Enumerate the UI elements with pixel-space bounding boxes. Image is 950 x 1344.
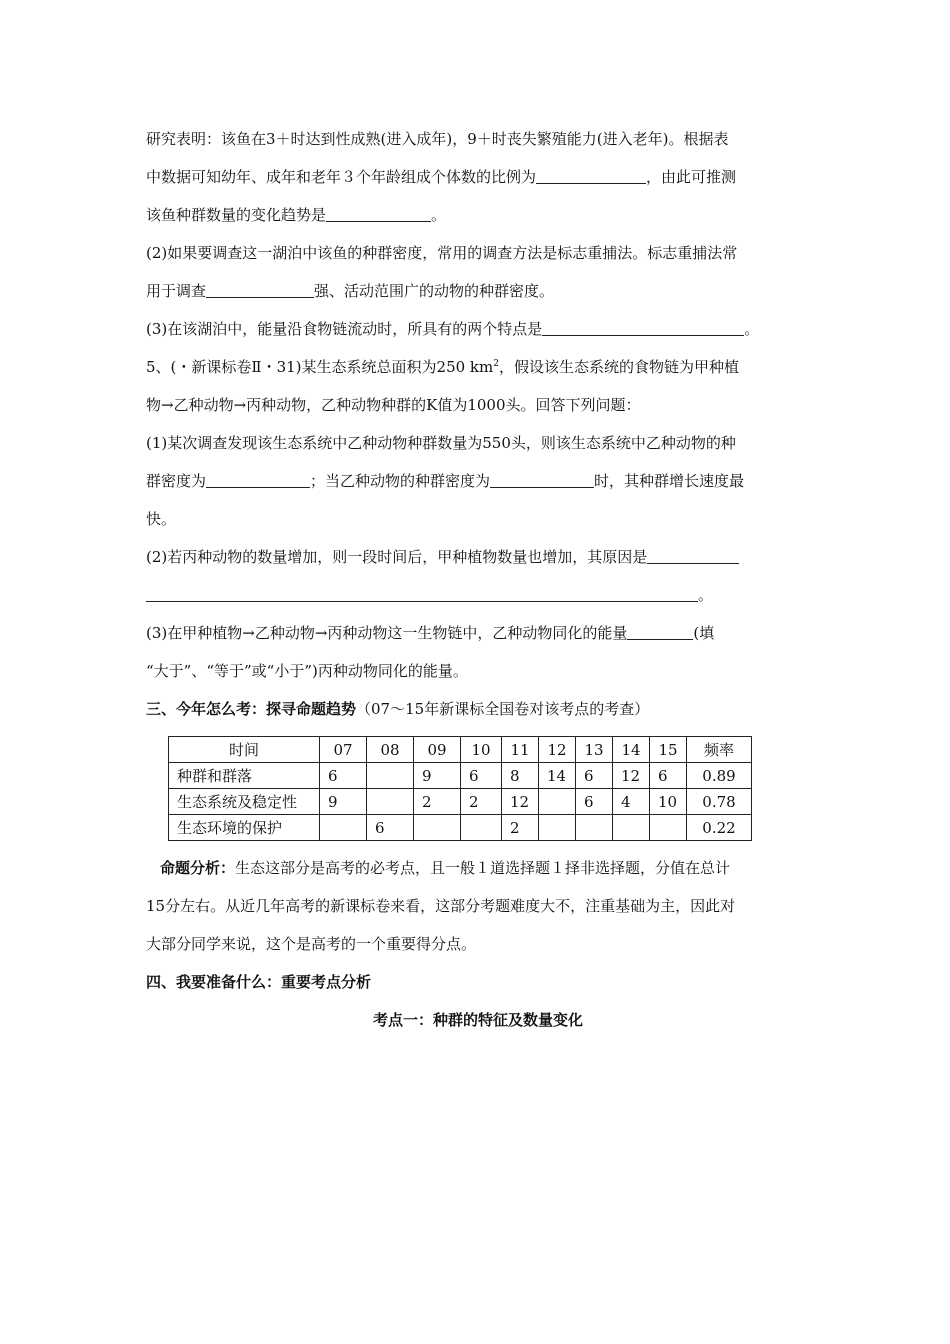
answer-blank[interactable] [206,279,314,298]
table-cell: 生态环境的保护 [169,815,320,841]
table-header-cell: 11 [502,737,539,763]
text-line: (2)若丙种动物的数量增加，则一段时间后，甲种植物数量也增加，其原因是 [146,538,810,576]
table-cell: 2 [461,789,502,815]
text-line: 研究表明：该鱼在3＋时达到性成熟(进入成年)，9＋时丧失繁殖能力(进入老年)。根据表 [146,130,729,148]
table-row [169,815,752,841]
table-cell: 0.22 [687,815,752,841]
text-line: 快。 [146,510,177,528]
table-cell: 2 [502,815,539,841]
table-header-cell: 10 [461,737,502,763]
text-line: 物→乙种动物→丙种动物，乙种动物种群的K值为1000头。回答下列问题： [146,396,641,414]
analysis-line: 15分左右。从近几年高考的新课标卷来看，这部分考题难度大不，注重基础为主，因此对 [146,897,736,915]
table-cell [539,789,576,815]
table-cell: 6 [576,763,613,789]
table-cell: 6 [461,763,502,789]
table-row [169,763,752,789]
table-cell [576,815,613,841]
answer-blank[interactable] [326,203,431,222]
text-line: 该鱼种群数量的变化趋势是 。 [146,196,810,234]
analysis-line: 大部分同学来说，这个是高考的一个重要得分点。 [146,935,477,953]
table-cell: 6 [650,763,687,789]
text-line: 中数据可知幼年、成年和老年３个年龄组成个体数的比例为 ，由此可推测 [146,158,810,196]
text-line: “大于”、“等于”或“小于”)丙种动物同化的能量。 [146,662,468,680]
table-header-cell: 时间 [169,737,320,763]
answer-blank[interactable] [647,545,739,564]
text-line: (1)某次调查发现该生态系统中乙种动物种群数量为550头，则该生态系统中乙种动物的种 [146,434,736,452]
table-header-cell: 13 [576,737,613,763]
table-header-cell: 09 [414,737,461,763]
table-header-cell: 14 [613,737,650,763]
table-cell: 14 [539,763,576,789]
table-cell: 12 [502,789,539,815]
section-heading: 四、我要准备什么：重要考点分析 [146,973,372,991]
table-header-cell: 15 [650,737,687,763]
table-cell: 9 [320,789,367,815]
table-cell [367,789,414,815]
kaodian-title: 考点一：种群的特征及数量变化 [372,1011,583,1029]
table-cell: 6 [320,763,367,789]
text-line: (3)在该湖泊中，能量沿食物链流动时，所具有的两个特点是 。 [146,310,810,348]
text-line: (2)如果要调查这一湖泊中该鱼的种群密度，常用的调查方法是标志重捕法。标志重捕法常 [146,244,738,262]
table-cell: 生态系统及稳定性 [169,789,320,815]
table-cell: 6 [576,789,613,815]
table-header-row [169,737,752,763]
text-line: (3)在甲种植物→乙种动物→丙种动物这一生物链中，乙种动物同化的能量 (填 [146,614,810,652]
table-cell: 2 [414,789,461,815]
table-cell: 10 [650,789,687,815]
analysis-line: 命题分析：生态这部分是高考的必考点，且一般１道选择题１择非选择题，分值在总计 [160,859,731,877]
table-header-cell: 07 [320,737,367,763]
answer-blank[interactable] [627,621,693,640]
answer-blank[interactable] [536,165,646,184]
table-cell [461,815,502,841]
document-page [146,120,810,1039]
table-cell [613,815,650,841]
table-row [169,789,752,815]
section-heading: 三、今年怎么考：探寻命题趋势（07～15年新课标全国卷对该考点的考查） [146,700,650,718]
table-header-cell: 08 [367,737,414,763]
text-line: 。 [146,576,810,614]
table-cell: 种群和群落 [169,763,320,789]
answer-blank[interactable] [146,583,698,602]
answer-blank[interactable] [542,317,744,336]
table-cell: 12 [613,763,650,789]
table-header-cell: 频率 [687,737,752,763]
table-cell [320,815,367,841]
text-line: 用于调查 强、活动范围广的动物的种群密度。 [146,272,810,310]
text-line: 群密度为 ；当乙种动物的种群密度为 时，其种群增长速度最 [146,462,810,500]
exam-trend-table [168,736,752,841]
table-cell: 0.78 [687,789,752,815]
table-cell: 0.89 [687,763,752,789]
table-cell [367,763,414,789]
answer-blank[interactable] [206,469,310,488]
table-cell: 4 [613,789,650,815]
table-cell: 8 [502,763,539,789]
table-cell [650,815,687,841]
table-header-cell: 12 [539,737,576,763]
table-cell [414,815,461,841]
answer-blank[interactable] [490,469,594,488]
text-line: 5、(・新课标卷Ⅱ・31)某生态系统总面积为250 $km^2$，假设该生态系统的食物链为甲种植 [146,358,739,376]
table-cell [539,815,576,841]
table-cell: 6 [367,815,414,841]
table-cell: 9 [414,763,461,789]
